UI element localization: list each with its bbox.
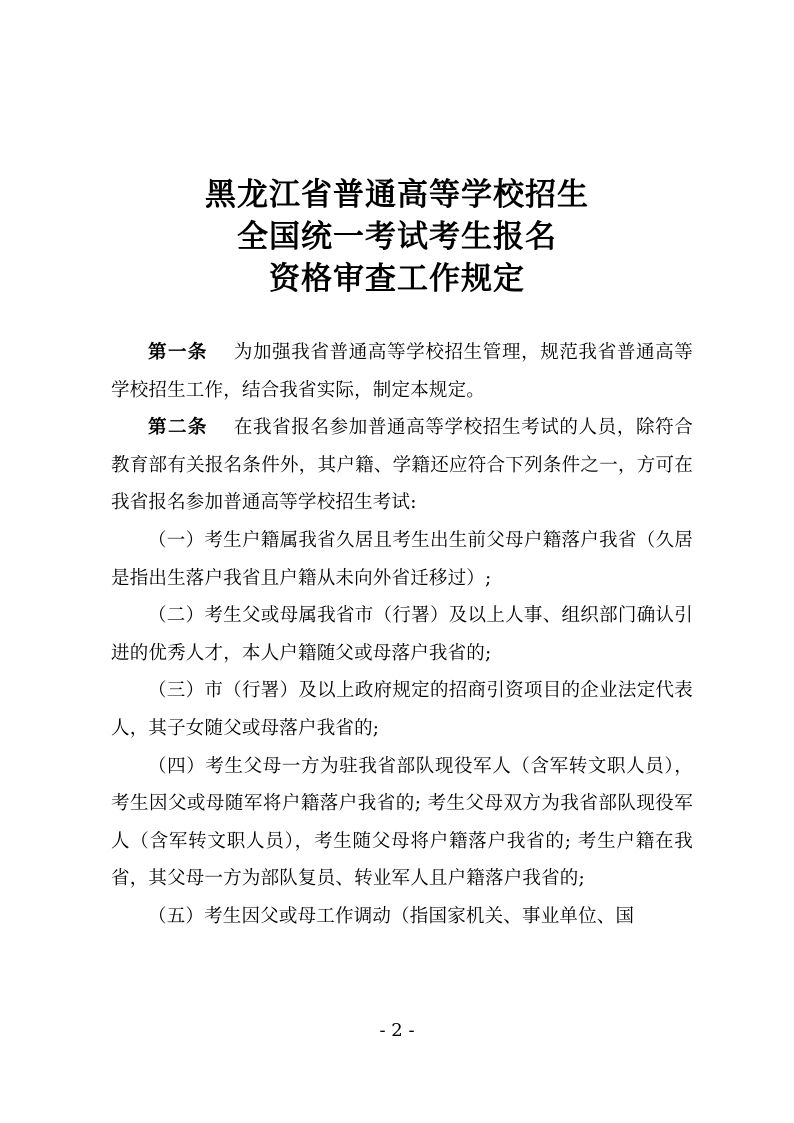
article-1	[111, 334, 693, 409]
list-item-4: （四）考生父母一方为驻我省部队现役军人（含军转文职人员），考生因父或母随军将户籍落户我省的; 考生父母双方为我省部队现役军人（含军转文职人员），考生随父母将户籍落户我省的; 考生户籍在我省，其父母一方为部队复员、转业军人且户籍落户我省的;	[111, 755, 693, 890]
article-2	[111, 409, 693, 522]
list-item-5: （五）考生因父或母工作调动（指国家机关、事业单位、国	[148, 905, 635, 927]
article-2-label: 第二条	[148, 417, 208, 439]
document-body	[111, 334, 693, 936]
title-line-1: 黑龙江省普通高等学校招生	[205, 177, 589, 213]
article-1-label: 第一条	[148, 342, 208, 363]
list-item-2: （二）考生父或母属我省市（行署）及以上人事、组织部门确认引进的优秀人才，本人户籍随父或母落户我省的;	[111, 605, 693, 664]
title-line-2: 全国统一考试考生报名	[237, 219, 557, 255]
title-line-3: 资格审查工作规定	[269, 261, 525, 297]
document-title	[0, 174, 794, 300]
page-number: - 2 -	[379, 1020, 415, 1041]
article-2-text: 在我省报名参加普通高等学校招生考试的人员，除符合教育部有关报名条件外，其户籍、学籍还应符合下列条件之一，方可在我省报名参加普通高等学校招生考试:	[111, 417, 693, 514]
article-1-text: 为加强我省普通高等学校招生管理，规范我省普通高等学校招生工作，结合我省实际，制定本规定。	[111, 342, 693, 401]
list-item-1: （一）考生户籍属我省久居且考生出生前父母户籍落户我省（久居是指出生落户我省且户籍从未向外省迁移过）;	[111, 529, 693, 589]
list-item-3: （三）市（行署）及以上政府规定的招商引资项目的企业法定代表人，其子女随父或母落户我省的;	[111, 680, 693, 739]
